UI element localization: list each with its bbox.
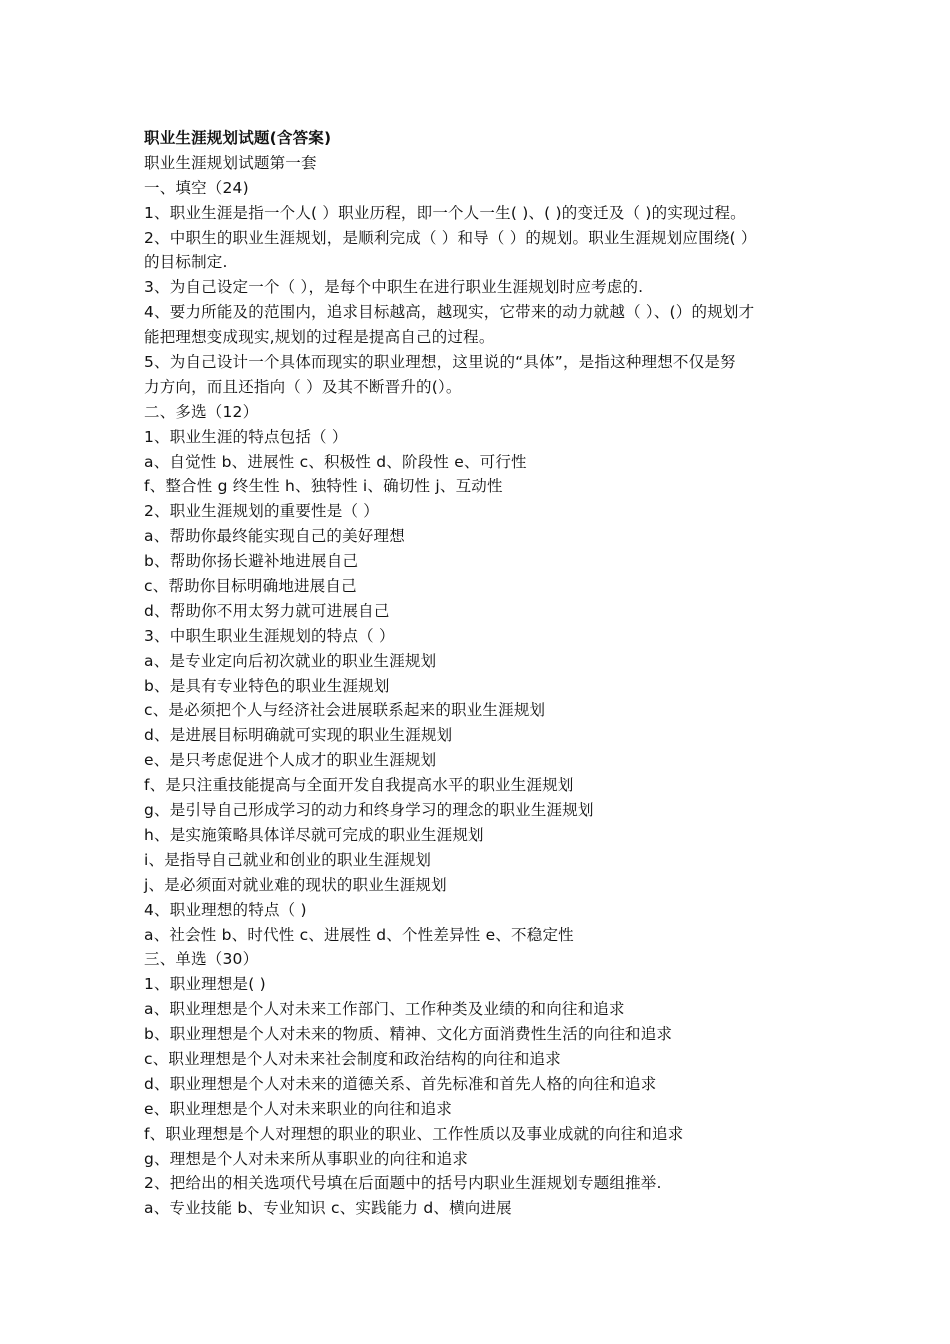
option-line: a、自觉性 b、进展性 c、积极性 d、阶段性 e、可行性	[144, 452, 527, 471]
question-line: 4、职业理想的特点（ )	[144, 900, 307, 919]
option-line: e、是只考虑促进个人成才的职业生涯规划	[144, 751, 437, 770]
question-line: 2、把给出的相关选项代号填在后面题中的括号内职业生涯规划专题组推举.	[144, 1174, 662, 1193]
text-line: 力方向，而且还指向（ ）及其不断晋升的(）。	[144, 377, 462, 396]
option-line: a、专业技能 b、专业知识 c、实践能力 d、横向进展	[144, 1199, 512, 1218]
option-line: b、是具有专业特色的职业生涯规划	[144, 676, 390, 695]
option-line: j、是必须面对就业难的现状的职业生涯规划	[144, 875, 447, 894]
option-line: g、理想是个人对未来所从事职业的向往和追求	[144, 1149, 469, 1168]
option-line: a、社会性 b、时代性 c、进展性 d、个性差异性 e、不稳定性	[144, 925, 574, 944]
section-heading: 三、单选（30）	[144, 950, 259, 969]
option-line: i、是指导自己就业和创业的职业生涯规划	[144, 850, 432, 869]
text-line: 4、要力所能及的范围内，追求目标越高，越现实，它带来的动力就越（ ）、(）的规划才	[144, 303, 755, 322]
question-line: 1、职业理想是( )	[144, 975, 266, 994]
option-line: f、是只注重技能提高与全面开发自我提高水平的职业生涯规划	[144, 776, 574, 795]
text-line: 5、为自己设计一个具体而现实的职业理想，这里说的“具体”，是指这种理想不仅是努	[144, 353, 736, 372]
option-line: b、职业理想是个人对未来的物质、精神、文化方面消费性生活的向往和追求	[144, 1025, 673, 1044]
question-line: 1、职业生涯的特点包括（ ）	[144, 427, 348, 446]
option-line: f、职业理想是个人对理想的职业的职业、工作性质以及事业成就的向往和追求	[144, 1124, 684, 1143]
option-line: a、帮助你最终能实现自己的美好理想	[144, 527, 405, 546]
text-line: 能把理想变成现实,规划的过程是提高自己的过程。	[144, 328, 495, 347]
document-body	[144, 126, 814, 1221]
text-line: 2、中职生的职业生涯规划，是顺利完成（ ）和导（ ）的规划。职业生涯规划应围绕( ）	[144, 228, 757, 247]
option-line: b、帮助你扬长避补地进展自己	[144, 552, 359, 571]
question-line: 3、中职生职业生涯规划的特点（ ）	[144, 626, 395, 645]
option-line: d、是进展目标明确就可实现的职业生涯规划	[144, 726, 453, 745]
subtitle-line: 职业生涯规划试题第一套	[144, 153, 317, 172]
section-heading: 一、填空（24)	[144, 178, 249, 197]
option-line: g、是引导自己形成学习的动力和终身学习的理念的职业生涯规划	[144, 801, 594, 820]
option-line: a、是专业定向后初次就业的职业生涯规划	[144, 651, 437, 670]
option-line: c、是必须把个人与经济社会进展联系起来的职业生涯规划	[144, 701, 546, 720]
option-line: f、整合性 g 终生性 h、独特性 i、确切性 j、互动性	[144, 477, 503, 496]
text-line: 1、职业生涯是指一个人( ）职业历程，即一个人一生( )、( )的变迁及（ )的实现过程。	[144, 203, 746, 222]
option-line: d、职业理想是个人对未来的道德关系、首先标准和首先人格的向往和追求	[144, 1074, 657, 1093]
option-line: d、帮助你不用太努力就可进展自己	[144, 601, 390, 620]
text-line: 3、为自己设定一个（ ），是每个中职生在进行职业生涯规划时应考虑的.	[144, 278, 644, 297]
option-line: e、职业理想是个人对未来职业的向往和追求	[144, 1099, 453, 1118]
document-title: 职业生涯规划试题(含答案)	[144, 129, 332, 147]
question-line: 2、职业生涯规划的重要性是（ ）	[144, 502, 379, 521]
text-line: 的目标制定.	[144, 253, 228, 272]
option-line: c、帮助你目标明确地进展自己	[144, 577, 357, 596]
option-line: a、职业理想是个人对未来工作部门、工作种类及业绩的和向往和追求	[144, 1000, 625, 1019]
option-line: h、是实施策略具体详尽就可完成的职业生涯规划	[144, 825, 484, 844]
option-line: c、职业理想是个人对未来社会制度和政治结构的向往和追求	[144, 1049, 561, 1068]
section-heading: 二、多选（12）	[144, 402, 259, 421]
